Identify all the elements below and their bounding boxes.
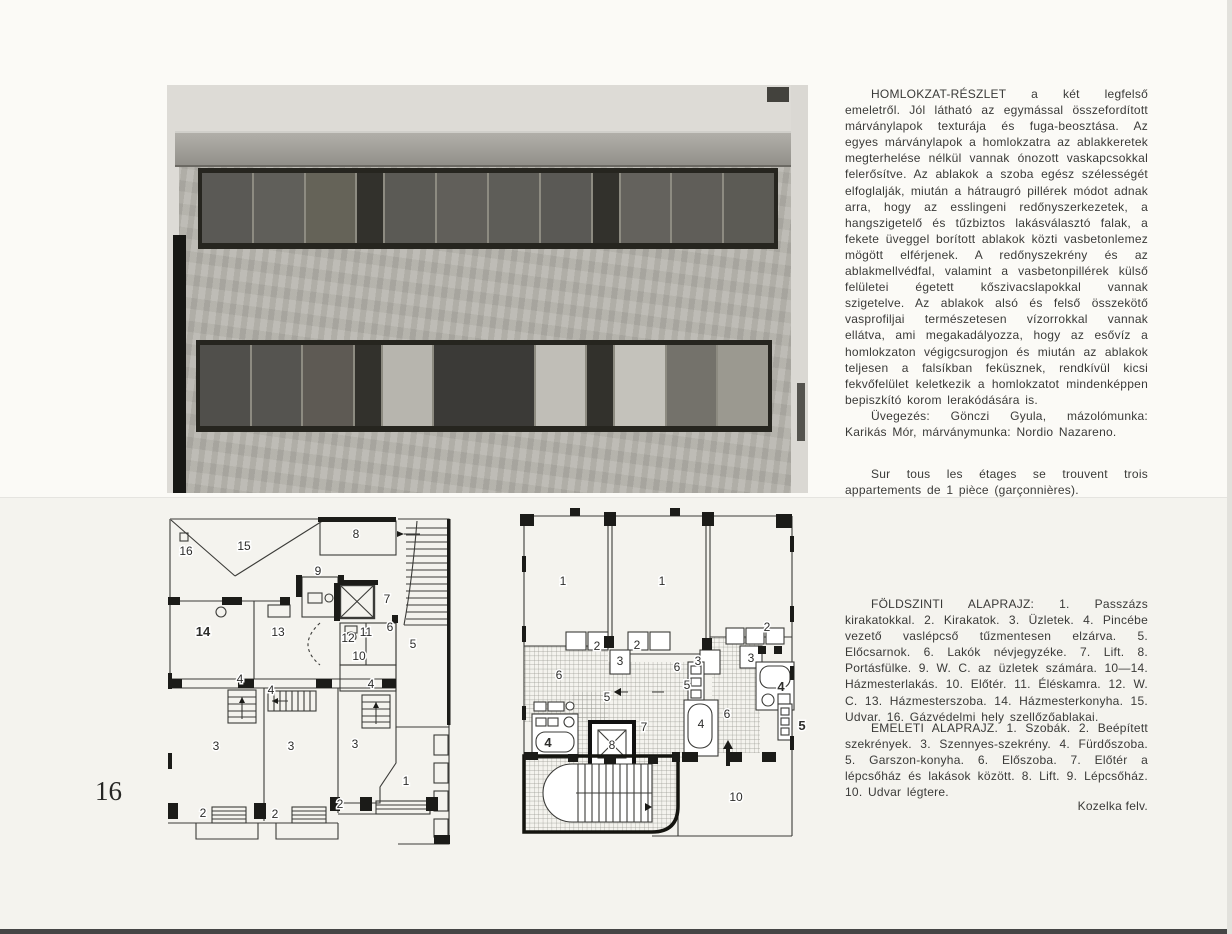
room-number: 7 bbox=[383, 592, 391, 606]
photo-credit: Kozelka felv. bbox=[1077, 799, 1148, 813]
room-number: 2 bbox=[763, 620, 771, 634]
window-pane bbox=[202, 173, 252, 243]
facade-pillar bbox=[357, 173, 383, 243]
window-pane bbox=[718, 345, 768, 426]
french-note-paragraph: Sur tous les étages se trouvent trois appartements de 1 pièce (garçonnières). bbox=[845, 467, 1148, 498]
room-number: 3 bbox=[747, 651, 755, 665]
room-number: 5 bbox=[409, 637, 417, 651]
room-number: 6 bbox=[723, 707, 731, 721]
facade-pillar bbox=[587, 345, 613, 426]
window-pane bbox=[254, 173, 304, 243]
room-number: 10 bbox=[352, 649, 366, 663]
room-number: 2 bbox=[633, 638, 641, 652]
room-number: 9 bbox=[314, 564, 322, 578]
room-number: 2 bbox=[336, 797, 344, 811]
room-number: 11 bbox=[359, 625, 373, 639]
window-pane bbox=[385, 173, 435, 243]
room-number: 1 bbox=[559, 574, 567, 588]
window-pane bbox=[303, 345, 353, 426]
window-pane bbox=[667, 345, 717, 426]
window-pane bbox=[541, 173, 591, 243]
page-number: 16 bbox=[95, 776, 122, 806]
window-pane bbox=[200, 345, 250, 426]
window-pane bbox=[383, 345, 433, 426]
room-number: 5 bbox=[603, 690, 611, 704]
ground-floor-plan bbox=[168, 513, 450, 848]
french-note-block bbox=[845, 466, 1148, 498]
room-number: 1 bbox=[402, 774, 410, 788]
room-number: 3 bbox=[212, 739, 220, 753]
room-number: 6 bbox=[673, 660, 681, 674]
room-number: 5 bbox=[683, 678, 691, 692]
adjacent-building-edge bbox=[173, 235, 186, 493]
roof-detail bbox=[767, 87, 789, 102]
lower-window-band bbox=[196, 340, 772, 432]
parapet-band bbox=[175, 131, 795, 167]
window-pane bbox=[489, 173, 539, 243]
room-number: 8 bbox=[352, 527, 360, 541]
room-number: 3 bbox=[694, 654, 702, 668]
room-number: 15 bbox=[237, 539, 251, 553]
room-number: 3 bbox=[616, 654, 624, 668]
room-number: 2 bbox=[199, 806, 207, 820]
room-number: 6 bbox=[555, 668, 563, 682]
room-number: 4 bbox=[267, 683, 275, 697]
room-number: 14 bbox=[195, 624, 211, 639]
room-number: 4 bbox=[697, 717, 705, 731]
room-number: 10 bbox=[729, 790, 743, 804]
room-number: 6 bbox=[386, 620, 394, 634]
room-number: 5 bbox=[798, 718, 806, 733]
room-number: 4 bbox=[777, 679, 785, 694]
facade-pillar bbox=[593, 173, 619, 243]
window-pane bbox=[306, 173, 356, 243]
page-right-edge bbox=[1227, 0, 1232, 934]
room-number: 3 bbox=[351, 737, 359, 751]
glazing-credits-paragraph: Üvegezés: Gönczi Gyula, mázolómunka: Karikás Mór, márványmunka: Nordio Nazareno. bbox=[845, 408, 1148, 439]
window-pane bbox=[672, 173, 722, 243]
facade-pillar bbox=[355, 345, 381, 426]
window-pane bbox=[621, 173, 671, 243]
room-number: 8 bbox=[608, 738, 616, 752]
room-number: 4 bbox=[544, 735, 552, 750]
room-number: 12 bbox=[341, 631, 355, 645]
page-bottom-edge bbox=[0, 929, 1232, 934]
window-pane bbox=[615, 345, 665, 426]
facade-photo bbox=[167, 85, 808, 493]
facade-detail-paragraph: HOMLOKZAT-RÉSZLET a két legfelső emeletről. Jól látható az egymással összefordított márványlapok texturája és fuga-beosztása. Az egyes márványlapok a homlokzatra az ablakkeretek megterhelése nélkül vannak ónozott vaskapcsokkal felerősítve. Az ablakok a szoba egész szélességét elfoglalják, miután a hátraugró pillérek módot adnak arra, hogy az esslingeni redőnyszerkezetek, a hangszigetelő és tűzbiztos lakásválasztó falak, a fekete üveggel borított ablakok közti vasbetonlemez mögött elférjenek. A redőnyszekrény és az ablakmellvédfal, valamint a vasbetonpillérek külső felületei égetett kőszivacslapokkal vannak szigetelve. Az ablakok alsó és felső összekötő vasprofiljai természetesen vízorrokkal vannak ellátva, ami megakadályozza, hogy az esővíz a homlokzaton végigcsurogjon és miután az ablakok teljesen a falsíkban feküsznek, rendkívül kicsi fekvőfelület keletkezik a homlokzatot mindenképpen bepiszkító korom lerakódására is. bbox=[845, 87, 1148, 407]
room-number: 1 bbox=[658, 574, 666, 588]
window-pane bbox=[724, 173, 774, 243]
room-number: 16 bbox=[179, 544, 193, 558]
room-number: 2 bbox=[593, 639, 601, 653]
room-number: 4 bbox=[367, 677, 375, 691]
room-number: 2 bbox=[271, 807, 279, 821]
room-number: 3 bbox=[287, 739, 295, 753]
upper-floor-legend-paragraph: EMELETI ALAPRAJZ. 1. Szobák. 2. Beépített szekrények. 3. Szennyes-szekrény. 4. Fürdőszoba. 5. Garszon-konyha. 6. Előszoba. 7. Előtér a lépcsőház és lakások között. 8. Lift. 9. Lépcsőház. 10. Udvar légtere. bbox=[845, 721, 1148, 800]
window-pane bbox=[252, 345, 302, 426]
upper-floor-plan bbox=[512, 506, 812, 858]
room-number: 13 bbox=[271, 625, 285, 639]
facade-shadow-detail bbox=[797, 383, 805, 441]
window-pane bbox=[434, 345, 533, 426]
room-number: 7 bbox=[640, 720, 648, 734]
window-pane bbox=[437, 173, 487, 243]
window-pane bbox=[536, 345, 586, 426]
ground-floor-legend-block bbox=[845, 596, 1148, 725]
upper-floor-legend-block bbox=[845, 720, 1148, 800]
upper-window-band bbox=[198, 168, 778, 249]
article-text-block bbox=[845, 86, 1148, 440]
ground-floor-legend-paragraph: FÖLDSZINTI ALAPRAJZ: 1. Passzázs kirakatokkal. 2. Kirakatok. 3. Üzletek. 4. Pincébe vezető vaslépcső tűzmentesen elzárva. 5. Előcsarnok. 6. Lakók névjegyzéke. 7. Lift. 8. Portásfülke. 9. W. C. az üzletek számára. 10—14. Házmesterlakás. 10. Előtér. 11. Éléskamra. 12. W. C. 13. Házmesterszoba. 14. Házmesterkonyha. 15. Udvar. 16. Gázvédelmi hely szellőzőablakai. bbox=[845, 597, 1148, 724]
room-number: 4 bbox=[236, 672, 244, 686]
